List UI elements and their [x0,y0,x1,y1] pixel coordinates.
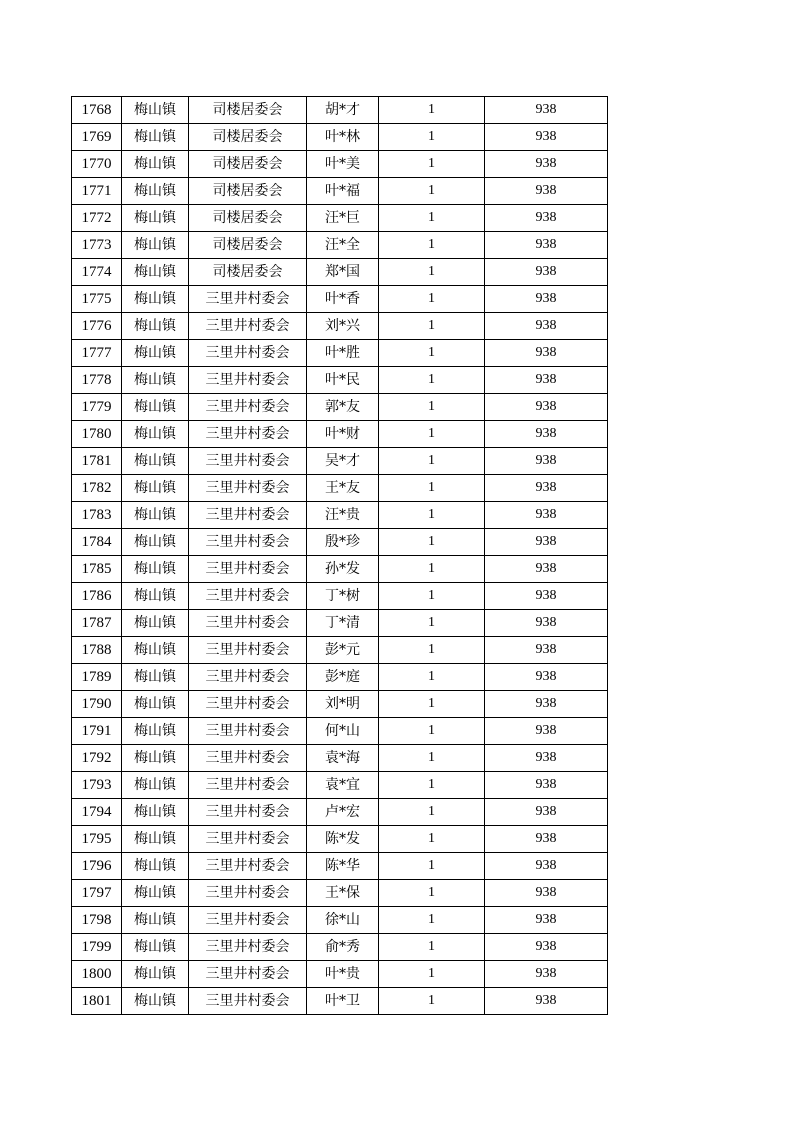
town-cell: 梅山镇 [122,961,189,988]
row-number-cell: 1784 [72,529,122,556]
amount-cell: 938 [485,394,608,421]
town-cell: 梅山镇 [122,313,189,340]
table-row [72,691,608,718]
amount-cell: 938 [485,718,608,745]
table-row [72,151,608,178]
town-cell: 梅山镇 [122,583,189,610]
village-committee-cell: 三里井村委会 [189,421,307,448]
row-number-cell: 1780 [72,421,122,448]
village-committee-cell: 三里井村委会 [189,799,307,826]
village-committee-cell: 三里井村委会 [189,880,307,907]
town-cell: 梅山镇 [122,259,189,286]
amount-cell: 938 [485,880,608,907]
table-row [72,799,608,826]
count-cell: 1 [379,205,485,232]
person-name-cell: 叶*卫 [307,988,379,1015]
person-name-cell: 汪*贵 [307,502,379,529]
town-cell: 梅山镇 [122,610,189,637]
village-committee-cell: 三里井村委会 [189,448,307,475]
table-row [72,205,608,232]
town-cell: 梅山镇 [122,691,189,718]
town-cell: 梅山镇 [122,394,189,421]
town-cell: 梅山镇 [122,556,189,583]
count-cell: 1 [379,475,485,502]
amount-cell: 938 [485,286,608,313]
village-committee-cell: 三里井村委会 [189,718,307,745]
village-committee-cell: 三里井村委会 [189,853,307,880]
row-number-cell: 1798 [72,907,122,934]
count-cell: 1 [379,151,485,178]
town-cell: 梅山镇 [122,826,189,853]
table-row [72,394,608,421]
village-committee-cell: 三里井村委会 [189,961,307,988]
row-number-cell: 1801 [72,988,122,1015]
table-row [72,961,608,988]
table-row [72,124,608,151]
table-row [72,664,608,691]
count-cell: 1 [379,259,485,286]
row-number-cell: 1782 [72,475,122,502]
village-committee-cell: 三里井村委会 [189,340,307,367]
village-committee-cell: 三里井村委会 [189,583,307,610]
count-cell: 1 [379,988,485,1015]
count-cell: 1 [379,529,485,556]
village-committee-cell: 三里井村委会 [189,367,307,394]
person-name-cell: 刘*兴 [307,313,379,340]
table-row [72,853,608,880]
row-number-cell: 1779 [72,394,122,421]
person-name-cell: 刘*明 [307,691,379,718]
town-cell: 梅山镇 [122,97,189,124]
person-name-cell: 叶*林 [307,124,379,151]
amount-cell: 938 [485,151,608,178]
village-committee-cell: 三里井村委会 [189,988,307,1015]
table-row [72,826,608,853]
person-name-cell: 彭*元 [307,637,379,664]
town-cell: 梅山镇 [122,529,189,556]
row-number-cell: 1785 [72,556,122,583]
amount-cell: 938 [485,448,608,475]
village-committee-cell: 三里井村委会 [189,610,307,637]
row-number-cell: 1771 [72,178,122,205]
table-row [72,259,608,286]
town-cell: 梅山镇 [122,718,189,745]
town-cell: 梅山镇 [122,421,189,448]
town-cell: 梅山镇 [122,853,189,880]
person-name-cell: 丁*树 [307,583,379,610]
village-committee-cell: 司楼居委会 [189,97,307,124]
amount-cell: 938 [485,988,608,1015]
village-committee-cell: 三里井村委会 [189,556,307,583]
row-number-cell: 1777 [72,340,122,367]
row-number-cell: 1800 [72,961,122,988]
table-body [72,97,608,1015]
person-name-cell: 郑*国 [307,259,379,286]
amount-cell: 938 [485,124,608,151]
town-cell: 梅山镇 [122,124,189,151]
count-cell: 1 [379,610,485,637]
amount-cell: 938 [485,556,608,583]
row-number-cell: 1793 [72,772,122,799]
table-row [72,340,608,367]
town-cell: 梅山镇 [122,988,189,1015]
person-name-cell: 叶*香 [307,286,379,313]
row-number-cell: 1770 [72,151,122,178]
person-name-cell: 陈*发 [307,826,379,853]
count-cell: 1 [379,880,485,907]
row-number-cell: 1790 [72,691,122,718]
person-name-cell: 叶*财 [307,421,379,448]
village-committee-cell: 司楼居委会 [189,259,307,286]
amount-cell: 938 [485,853,608,880]
village-committee-cell: 三里井村委会 [189,772,307,799]
village-committee-cell: 司楼居委会 [189,205,307,232]
count-cell: 1 [379,448,485,475]
amount-cell: 938 [485,664,608,691]
amount-cell: 938 [485,97,608,124]
row-number-cell: 1788 [72,637,122,664]
count-cell: 1 [379,394,485,421]
person-name-cell: 卢*宏 [307,799,379,826]
table-row [72,178,608,205]
amount-cell: 938 [485,367,608,394]
village-committee-cell: 三里井村委会 [189,286,307,313]
count-cell: 1 [379,340,485,367]
person-name-cell: 王*保 [307,880,379,907]
person-name-cell: 汪*全 [307,232,379,259]
person-name-cell: 汪*巨 [307,205,379,232]
person-name-cell: 殷*珍 [307,529,379,556]
row-number-cell: 1789 [72,664,122,691]
count-cell: 1 [379,232,485,259]
person-name-cell: 陈*华 [307,853,379,880]
town-cell: 梅山镇 [122,664,189,691]
table-row [72,907,608,934]
count-cell: 1 [379,664,485,691]
count-cell: 1 [379,691,485,718]
person-name-cell: 彭*庭 [307,664,379,691]
table-row [72,772,608,799]
person-name-cell: 叶*民 [307,367,379,394]
row-number-cell: 1775 [72,286,122,313]
row-number-cell: 1773 [72,232,122,259]
person-name-cell: 郭*友 [307,394,379,421]
town-cell: 梅山镇 [122,151,189,178]
row-number-cell: 1781 [72,448,122,475]
row-number-cell: 1776 [72,313,122,340]
row-number-cell: 1794 [72,799,122,826]
amount-cell: 938 [485,313,608,340]
amount-cell: 938 [485,232,608,259]
count-cell: 1 [379,745,485,772]
person-name-cell: 俞*秀 [307,934,379,961]
table-row [72,583,608,610]
town-cell: 梅山镇 [122,907,189,934]
row-number-cell: 1786 [72,583,122,610]
amount-cell: 938 [485,421,608,448]
village-committee-cell: 三里井村委会 [189,691,307,718]
amount-cell: 938 [485,799,608,826]
town-cell: 梅山镇 [122,448,189,475]
table-row [72,745,608,772]
amount-cell: 938 [485,178,608,205]
amount-cell: 938 [485,772,608,799]
table-row [72,421,608,448]
person-name-cell: 徐*山 [307,907,379,934]
amount-cell: 938 [485,610,608,637]
town-cell: 梅山镇 [122,934,189,961]
amount-cell: 938 [485,745,608,772]
table-row [72,313,608,340]
town-cell: 梅山镇 [122,637,189,664]
town-cell: 梅山镇 [122,772,189,799]
count-cell: 1 [379,97,485,124]
count-cell: 1 [379,907,485,934]
village-committee-cell: 司楼居委会 [189,151,307,178]
count-cell: 1 [379,124,485,151]
amount-cell: 938 [485,340,608,367]
amount-cell: 938 [485,529,608,556]
town-cell: 梅山镇 [122,745,189,772]
amount-cell: 938 [485,691,608,718]
town-cell: 梅山镇 [122,502,189,529]
amount-cell: 938 [485,583,608,610]
row-number-cell: 1795 [72,826,122,853]
village-committee-cell: 三里井村委会 [189,934,307,961]
amount-cell: 938 [485,934,608,961]
person-name-cell: 何*山 [307,718,379,745]
table-row [72,610,608,637]
amount-cell: 938 [485,961,608,988]
table-row [72,502,608,529]
count-cell: 1 [379,313,485,340]
village-committee-cell: 司楼居委会 [189,124,307,151]
person-name-cell: 袁*宜 [307,772,379,799]
village-committee-cell: 三里井村委会 [189,475,307,502]
amount-cell: 938 [485,475,608,502]
person-name-cell: 王*友 [307,475,379,502]
count-cell: 1 [379,961,485,988]
town-cell: 梅山镇 [122,340,189,367]
count-cell: 1 [379,421,485,448]
row-number-cell: 1799 [72,934,122,961]
table-row [72,448,608,475]
count-cell: 1 [379,826,485,853]
count-cell: 1 [379,853,485,880]
person-name-cell: 袁*海 [307,745,379,772]
table-row [72,934,608,961]
count-cell: 1 [379,178,485,205]
row-number-cell: 1768 [72,97,122,124]
table-row [72,988,608,1015]
amount-cell: 938 [485,826,608,853]
count-cell: 1 [379,286,485,313]
town-cell: 梅山镇 [122,178,189,205]
table-row [72,286,608,313]
town-cell: 梅山镇 [122,205,189,232]
table-row [72,232,608,259]
person-name-cell: 叶*福 [307,178,379,205]
table-row [72,718,608,745]
count-cell: 1 [379,583,485,610]
person-name-cell: 叶*美 [307,151,379,178]
town-cell: 梅山镇 [122,475,189,502]
row-number-cell: 1796 [72,853,122,880]
count-cell: 1 [379,772,485,799]
table-row [72,367,608,394]
town-cell: 梅山镇 [122,367,189,394]
village-committee-cell: 三里井村委会 [189,529,307,556]
row-number-cell: 1787 [72,610,122,637]
town-cell: 梅山镇 [122,232,189,259]
row-number-cell: 1778 [72,367,122,394]
village-committee-cell: 三里井村委会 [189,826,307,853]
table-row [72,556,608,583]
amount-cell: 938 [485,259,608,286]
person-name-cell: 叶*贵 [307,961,379,988]
village-committee-cell: 三里井村委会 [189,745,307,772]
count-cell: 1 [379,718,485,745]
count-cell: 1 [379,637,485,664]
person-name-cell: 孙*发 [307,556,379,583]
row-number-cell: 1774 [72,259,122,286]
village-committee-cell: 三里井村委会 [189,637,307,664]
village-committee-cell: 三里井村委会 [189,502,307,529]
village-committee-cell: 三里井村委会 [189,907,307,934]
table-row [72,475,608,502]
row-number-cell: 1769 [72,124,122,151]
table-row [72,529,608,556]
row-number-cell: 1772 [72,205,122,232]
row-number-cell: 1792 [72,745,122,772]
table-row [72,97,608,124]
row-number-cell: 1791 [72,718,122,745]
village-committee-cell: 三里井村委会 [189,313,307,340]
person-name-cell: 胡*才 [307,97,379,124]
row-number-cell: 1797 [72,880,122,907]
amount-cell: 938 [485,637,608,664]
person-name-cell: 丁*清 [307,610,379,637]
town-cell: 梅山镇 [122,880,189,907]
person-name-cell: 叶*胜 [307,340,379,367]
count-cell: 1 [379,367,485,394]
count-cell: 1 [379,502,485,529]
row-number-cell: 1783 [72,502,122,529]
amount-cell: 938 [485,502,608,529]
village-committee-cell: 司楼居委会 [189,178,307,205]
town-cell: 梅山镇 [122,799,189,826]
count-cell: 1 [379,799,485,826]
table-row [72,880,608,907]
amount-cell: 938 [485,907,608,934]
village-committee-cell: 三里井村委会 [189,394,307,421]
town-cell: 梅山镇 [122,286,189,313]
person-name-cell: 吴*才 [307,448,379,475]
count-cell: 1 [379,934,485,961]
village-committee-cell: 司楼居委会 [189,232,307,259]
subsidy-list-table [71,96,608,1015]
village-committee-cell: 三里井村委会 [189,664,307,691]
count-cell: 1 [379,556,485,583]
amount-cell: 938 [485,205,608,232]
table-row [72,637,608,664]
